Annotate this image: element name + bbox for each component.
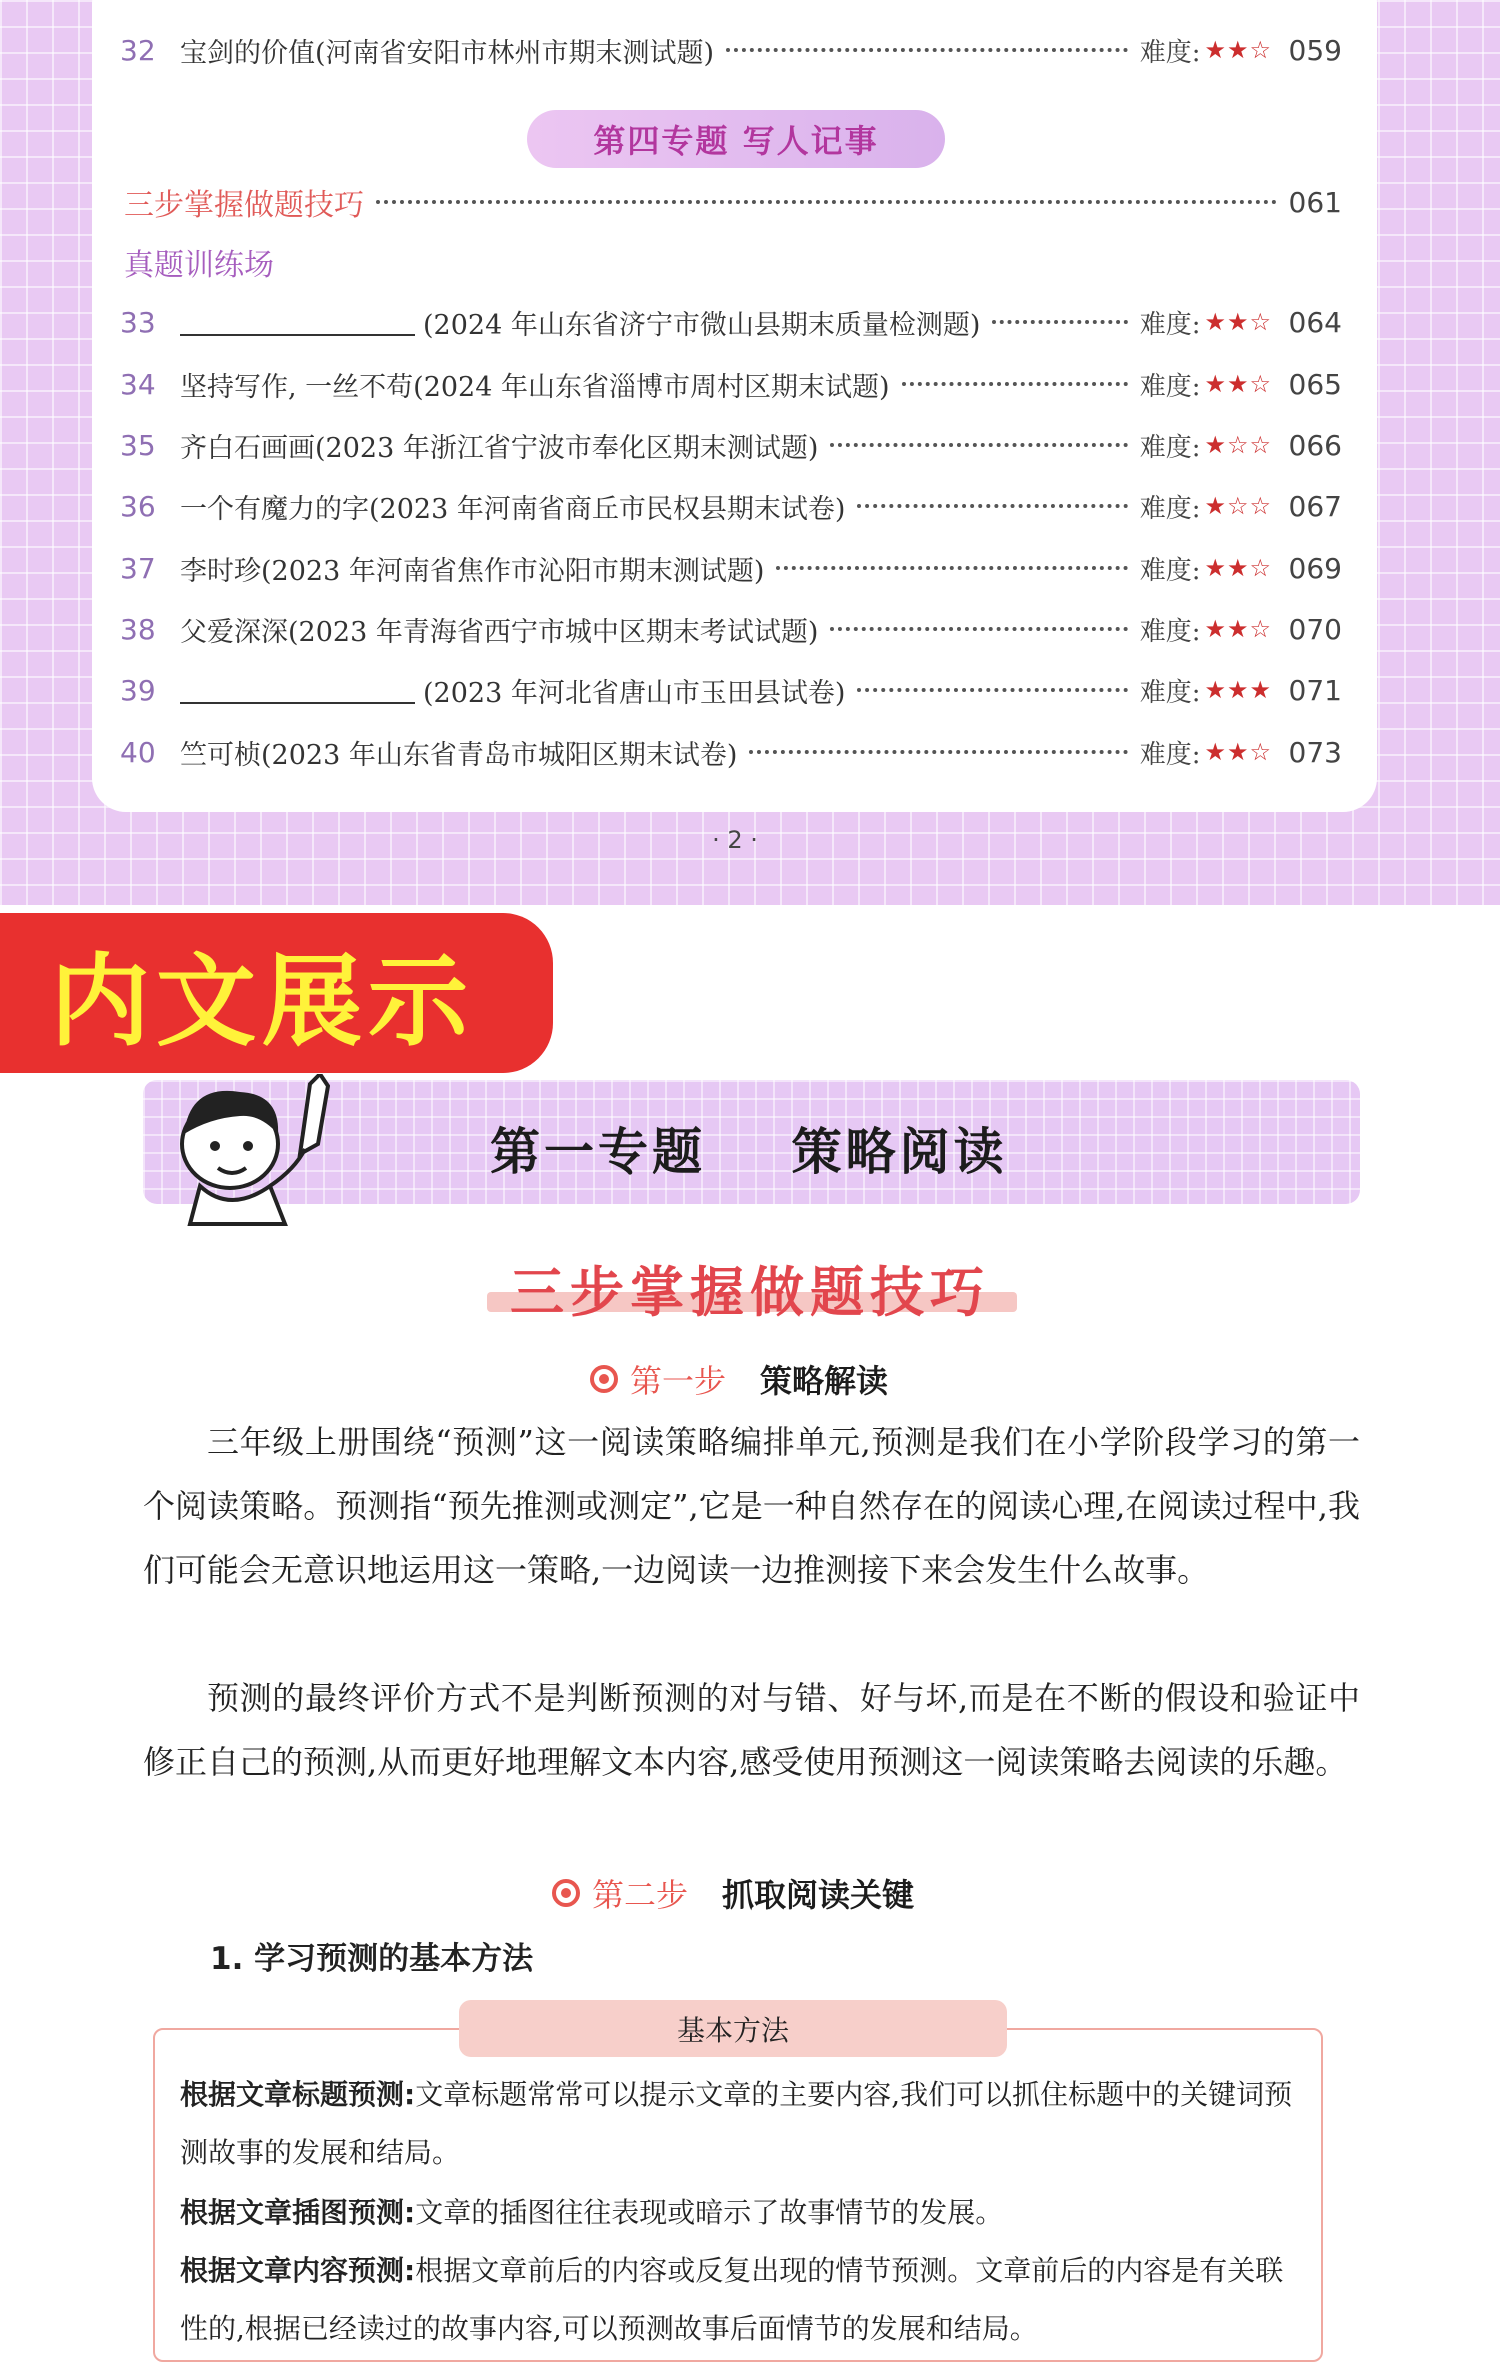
difficulty-stars: ★☆☆	[1204, 492, 1272, 520]
page-number: · 2 ·	[712, 826, 758, 854]
difficulty-stars: ★★☆	[1204, 36, 1272, 64]
toc-row	[120, 668, 1342, 712]
difficulty-label: 难度:	[1139, 493, 1201, 524]
toc-row-title: 一个有魔力的字(2023 年河南省商丘市民权县期末试卷)	[180, 493, 846, 525]
method-key: 根据文章插图预测:	[180, 2196, 416, 2229]
section-title-pill: 第四专题 写人记事	[527, 110, 945, 168]
topic-title: 第一专题 策略阅读	[490, 1123, 1008, 1181]
page-title: 三步掌握做题技巧	[510, 1261, 990, 1324]
toc-row	[120, 362, 1342, 406]
leader-dots	[376, 200, 1277, 204]
toc-row-number: 39	[120, 673, 156, 707]
leader-dots	[749, 750, 1127, 754]
toc-row	[120, 300, 1342, 344]
method-text: 文章标题常常可以提示文章的主要内容,我们可以抓住标题中的关键词预测故事的发展和结局。	[180, 2078, 1293, 2169]
toc-row-page: 073	[1288, 735, 1342, 769]
method-text: 根据文章前后的内容或反复出现的情节预测。文章前后的内容是有关联性的,根据已经读过的故事内容,可以预测故事后面情节的发展和结局。	[180, 2254, 1284, 2345]
toc-row-page: 070	[1288, 612, 1342, 646]
step-two-heading	[552, 1870, 914, 1916]
body-paragraph: 预测的最终评价方式不是判断预测的对与错、好与坏,而是在不断的假设和验证中修正自己的预测,从而更好地理解文本内容,感受使用预测这一阅读策略去阅读的乐趣。	[143, 1679, 1360, 1781]
toc-row-page: 066	[1288, 428, 1342, 462]
title-blank-line	[180, 676, 415, 704]
toc-row-number: 35	[120, 428, 156, 462]
toc-row-title: 宝剑的价值(河南省安阳市林州市期末测试题)	[180, 37, 715, 69]
toc-row-page: 071	[1288, 673, 1342, 707]
difficulty-stars: ★★☆	[1204, 615, 1272, 643]
leader-dots	[992, 320, 1127, 324]
toc-row-number: 33	[120, 305, 156, 339]
step-name: 抓取阅读关键	[722, 1876, 915, 1914]
subsection-heading: 1. 学习预测的基本方法	[210, 1941, 534, 1977]
difficulty-label: 难度:	[1139, 371, 1201, 402]
method-text: 文章的插图往往表现或暗示了故事情节的发展。	[415, 2196, 1004, 2229]
toc-row-number: 37	[120, 551, 156, 585]
method-item	[180, 2066, 1310, 2182]
toc-row	[120, 546, 1342, 590]
toc-row-number: 38	[120, 612, 156, 646]
method-item	[180, 2242, 1310, 2358]
leader-dots	[902, 382, 1128, 386]
method-key: 根据文章内容预测:	[180, 2254, 416, 2287]
toc-row-title: (2024 年山东省济宁市微山县期末质量检测题)	[423, 309, 981, 341]
difficulty-label: 难度:	[1139, 555, 1201, 586]
difficulty-stars: ★☆☆	[1204, 431, 1272, 459]
bullseye-icon	[552, 1879, 580, 1907]
body-paragraph: 三年级上册围绕“预测”这一阅读策略编排单元,预测是我们在小学阶段学习的第一个阅读策略。预测指“预先推测或测定”,它是一种自然存在的阅读心理,在阅读过程中,我们可能会无意识地运用这一策略,一边阅读一边推测接下来会发生什么故事。	[143, 1423, 1360, 1589]
toc-row	[120, 423, 1342, 467]
toc-row-title: 李时珍(2023 年河南省焦作市沁阳市期末测试题)	[180, 555, 765, 587]
toc-row-page: 059	[1288, 33, 1342, 67]
difficulty-stars: ★★☆	[1204, 370, 1272, 398]
leader-dots	[830, 443, 1127, 447]
toc-row	[120, 730, 1342, 774]
toc-row-page: 065	[1288, 367, 1342, 401]
toc-row-number: 32	[120, 33, 156, 67]
boy-mascot-illustration	[160, 1074, 330, 1234]
toc-skills-title: 三步掌握做题技巧	[124, 188, 364, 223]
leader-dots	[776, 566, 1127, 570]
toc-row-title: (2023 年河北省唐山市玉田县试卷)	[423, 677, 846, 709]
leader-dots	[726, 48, 1128, 52]
leader-dots	[857, 688, 1127, 692]
toc-row-number: 36	[120, 489, 156, 523]
toc-row-title: 父爱深深(2023 年青海省西宁市城中区期末考试试题)	[180, 616, 819, 648]
method-key: 根据文章标题预测:	[180, 2078, 416, 2111]
toc-row	[120, 28, 1342, 72]
method-box-tab: 基本方法	[459, 2000, 1007, 2057]
toc-row-page: 069	[1288, 551, 1342, 585]
toc-skills-row	[124, 178, 1342, 226]
difficulty-stars: ★★★	[1204, 676, 1272, 704]
title-blank-line	[180, 308, 415, 336]
difficulty-stars: ★★☆	[1204, 738, 1272, 766]
difficulty-stars: ★★☆	[1204, 308, 1272, 336]
toc-row-page: 064	[1288, 305, 1342, 339]
toc-training-title: 真题训练场	[124, 248, 274, 283]
step-name: 策略解读	[760, 1362, 889, 1400]
difficulty-label: 难度:	[1139, 739, 1201, 770]
difficulty-label: 难度:	[1139, 37, 1201, 68]
toc-row-number: 40	[120, 735, 156, 769]
step-label: 第二步	[592, 1876, 689, 1914]
difficulty-label: 难度:	[1139, 309, 1201, 340]
toc-skills-page: 061	[1288, 185, 1342, 219]
leader-dots	[830, 627, 1127, 631]
bullseye-icon	[590, 1365, 618, 1393]
step-label: 第一步	[630, 1362, 727, 1400]
toc-row	[120, 484, 1342, 528]
toc-row-number: 34	[120, 367, 156, 401]
preview-banner-text: 内文展示	[50, 943, 474, 1060]
leader-dots	[857, 504, 1127, 508]
method-item	[180, 2184, 1310, 2242]
difficulty-label: 难度:	[1139, 616, 1201, 647]
toc-row	[120, 607, 1342, 651]
difficulty-stars: ★★☆	[1204, 554, 1272, 582]
toc-row-title: 竺可桢(2023 年山东省青岛市城阳区期末试卷)	[180, 739, 738, 771]
difficulty-label: 难度:	[1139, 677, 1201, 708]
toc-row-title: 齐白石画画(2023 年浙江省宁波市奉化区期末测试题)	[180, 432, 819, 464]
step-one-heading	[590, 1356, 888, 1402]
toc-row-title: 坚持写作, 一丝不苟(2024 年山东省淄博市周村区期末试题)	[180, 371, 890, 403]
difficulty-label: 难度:	[1139, 432, 1201, 463]
toc-row-page: 067	[1288, 489, 1342, 523]
preview-banner	[0, 913, 553, 1073]
